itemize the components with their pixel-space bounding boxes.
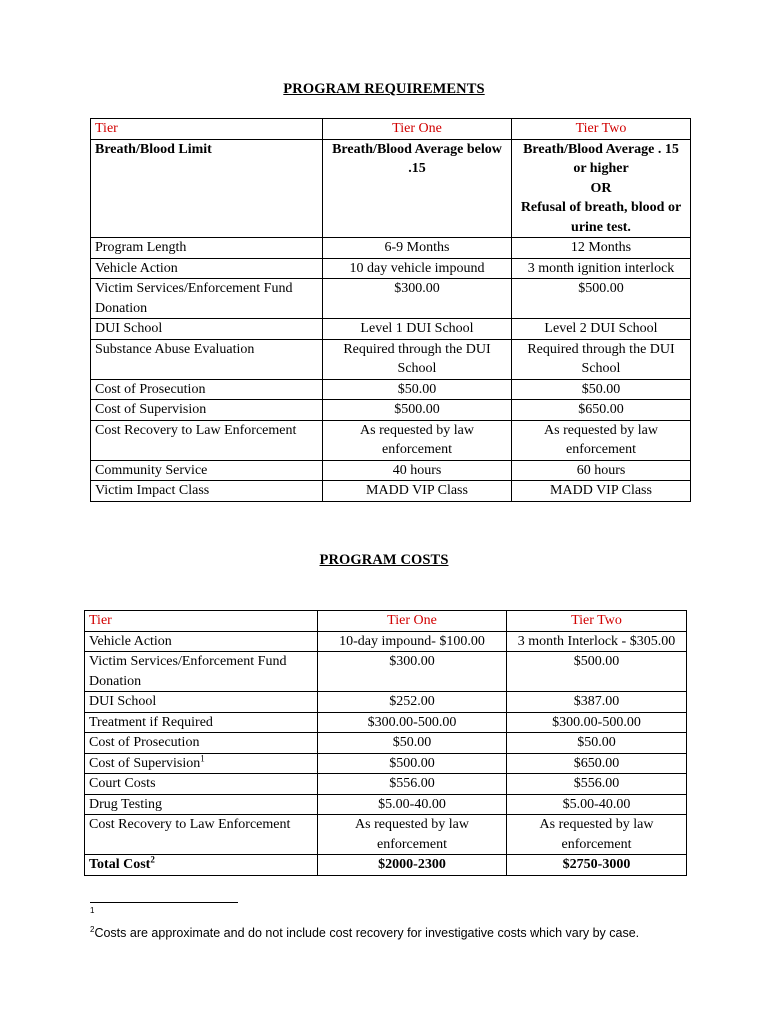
footnote-rule (90, 902, 238, 903)
table-row (91, 400, 691, 421)
breath-blood-limit-row (91, 139, 691, 238)
tier-two-value: $650.00 (512, 400, 691, 421)
tier-two-value: $556.00 (507, 774, 687, 795)
tier-one-value: As requested by law enforcement (323, 420, 512, 460)
tier-two-value: $650.00 (507, 753, 687, 774)
tier-one-value: Required through the DUI School (323, 339, 512, 379)
header-tier-two: Tier Two (507, 611, 687, 632)
tier-one-value: 40 hours (323, 460, 512, 481)
tier-two-value: $50.00 (507, 733, 687, 754)
tier-one-value: $300.00 (318, 652, 507, 692)
tier-one-value: 10-day impound- $100.00 (318, 631, 507, 652)
row-label: Cost Recovery to Law Enforcement (85, 815, 318, 855)
header-tier-two: Tier Two (512, 119, 691, 140)
row-label: DUI School (91, 319, 323, 340)
table-row (91, 460, 691, 481)
footnote-1: 1 (90, 906, 95, 915)
footnote-ref-2: 2 (150, 854, 155, 865)
program-costs-heading: PROGRAM COSTS (319, 552, 449, 568)
row-label (85, 855, 318, 876)
table-row (85, 794, 687, 815)
tier-two-value: $387.00 (507, 692, 687, 713)
row-label: Drug Testing (85, 794, 318, 815)
footnote-2-mark: 2 (90, 924, 95, 934)
table-row (85, 774, 687, 795)
tier-two-value: Level 2 DUI School (512, 319, 691, 340)
tier-two-line1: Breath/Blood Average . 15 or higher (523, 141, 679, 176)
row-label: Cost Recovery to Law Enforcement (91, 420, 323, 460)
tier-one-value: 6-9 Months (323, 238, 512, 259)
tier-one-value: MADD VIP Class (323, 481, 512, 502)
row-label: Victim Services/Enforcement Fund Donation (91, 279, 323, 319)
tier-two-value: $5.00-40.00 (507, 794, 687, 815)
row-label: Breath/Blood Limit (91, 139, 323, 238)
row-label (85, 753, 318, 774)
cost-of-supervision-row (85, 753, 687, 774)
program-costs-table (84, 610, 687, 876)
footnote-ref-1: 1 (200, 752, 205, 763)
tier-one-value: As requested by law enforcement (318, 815, 507, 855)
row-label: Community Service (91, 460, 323, 481)
table-row (91, 481, 691, 502)
row-label: Cost of Prosecution (91, 379, 323, 400)
row-label: DUI School (85, 692, 318, 713)
row-label: Vehicle Action (91, 258, 323, 279)
tier-one-value: Level 1 DUI School (323, 319, 512, 340)
table-header-row (91, 119, 691, 140)
total-cost-row (85, 855, 687, 876)
program-requirements-table (90, 118, 691, 502)
tier-two-value: $500.00 (507, 652, 687, 692)
tier-one-value: $252.00 (318, 692, 507, 713)
row-label: Vehicle Action (85, 631, 318, 652)
tier-two-or: OR (590, 180, 612, 196)
program-requirements-heading: PROGRAM REQUIREMENTS (283, 81, 485, 97)
table-row (91, 279, 691, 319)
tier-one-value: $300.00-500.00 (318, 712, 507, 733)
row-label: Program Length (91, 238, 323, 259)
tier-two-value: $2750-3000 (507, 855, 687, 876)
table-row (85, 815, 687, 855)
table-row (91, 319, 691, 340)
header-tier: Tier (85, 611, 318, 632)
row-label-text: Total Cost (89, 857, 151, 872)
tier-two-value: MADD VIP Class (512, 481, 691, 502)
row-label: Cost of Prosecution (85, 733, 318, 754)
tier-one-value: $2000-2300 (318, 855, 507, 876)
tier-two-value: $500.00 (512, 279, 691, 319)
header-tier-one: Tier One (323, 119, 512, 140)
tier-two-value: $300.00-500.00 (507, 712, 687, 733)
tier-one-value: 10 day vehicle impound (323, 258, 512, 279)
tier-one-value: $500.00 (323, 400, 512, 421)
tier-two-value: $50.00 (512, 379, 691, 400)
row-label: Victim Services/Enforcement Fund Donation (85, 652, 318, 692)
row-label: Court Costs (85, 774, 318, 795)
tier-two-line2: Refusal of breath, blood or urine test. (520, 200, 682, 235)
table-row (85, 631, 687, 652)
tier-one-value: $50.00 (318, 733, 507, 754)
tier-two-value: 12 Months (512, 238, 691, 259)
tier-one-value: $500.00 (318, 753, 507, 774)
table-row (91, 258, 691, 279)
header-tier-one: Tier One (318, 611, 507, 632)
table-row (85, 652, 687, 692)
tier-one-value: Breath/Blood Average below .15 (323, 139, 512, 238)
tier-one-value: $5.00-40.00 (318, 794, 507, 815)
footnote-2 (90, 924, 670, 942)
row-label: Cost of Supervision (91, 400, 323, 421)
tier-two-value: As requested by law enforcement (512, 420, 691, 460)
tier-one-value: $300.00 (323, 279, 512, 319)
tier-two-value: Required through the DUI School (512, 339, 691, 379)
table-row (85, 733, 687, 754)
table-row (85, 712, 687, 733)
tier-one-value: $556.00 (318, 774, 507, 795)
table-row (91, 238, 691, 259)
header-tier: Tier (91, 119, 323, 140)
tier-one-value: $50.00 (323, 379, 512, 400)
row-label: Victim Impact Class (91, 481, 323, 502)
row-label-text: Cost of Supervision (89, 755, 201, 771)
tier-two-value: 3 month Interlock - $305.00 (507, 631, 687, 652)
tier-two-value (512, 139, 691, 238)
tier-two-value: 3 month ignition interlock (512, 258, 691, 279)
table-header-row (85, 611, 687, 632)
footnote-2-text: Costs are approximate and do not include cost recovery for investigative costs which vary by case. (94, 926, 640, 940)
table-row (85, 692, 687, 713)
tier-two-value: As requested by law enforcement (507, 815, 687, 855)
tier-two-value: 60 hours (512, 460, 691, 481)
table-row (91, 379, 691, 400)
table-row (91, 339, 691, 379)
table-row (91, 420, 691, 460)
row-label: Treatment if Required (85, 712, 318, 733)
row-label: Substance Abuse Evaluation (91, 339, 323, 379)
